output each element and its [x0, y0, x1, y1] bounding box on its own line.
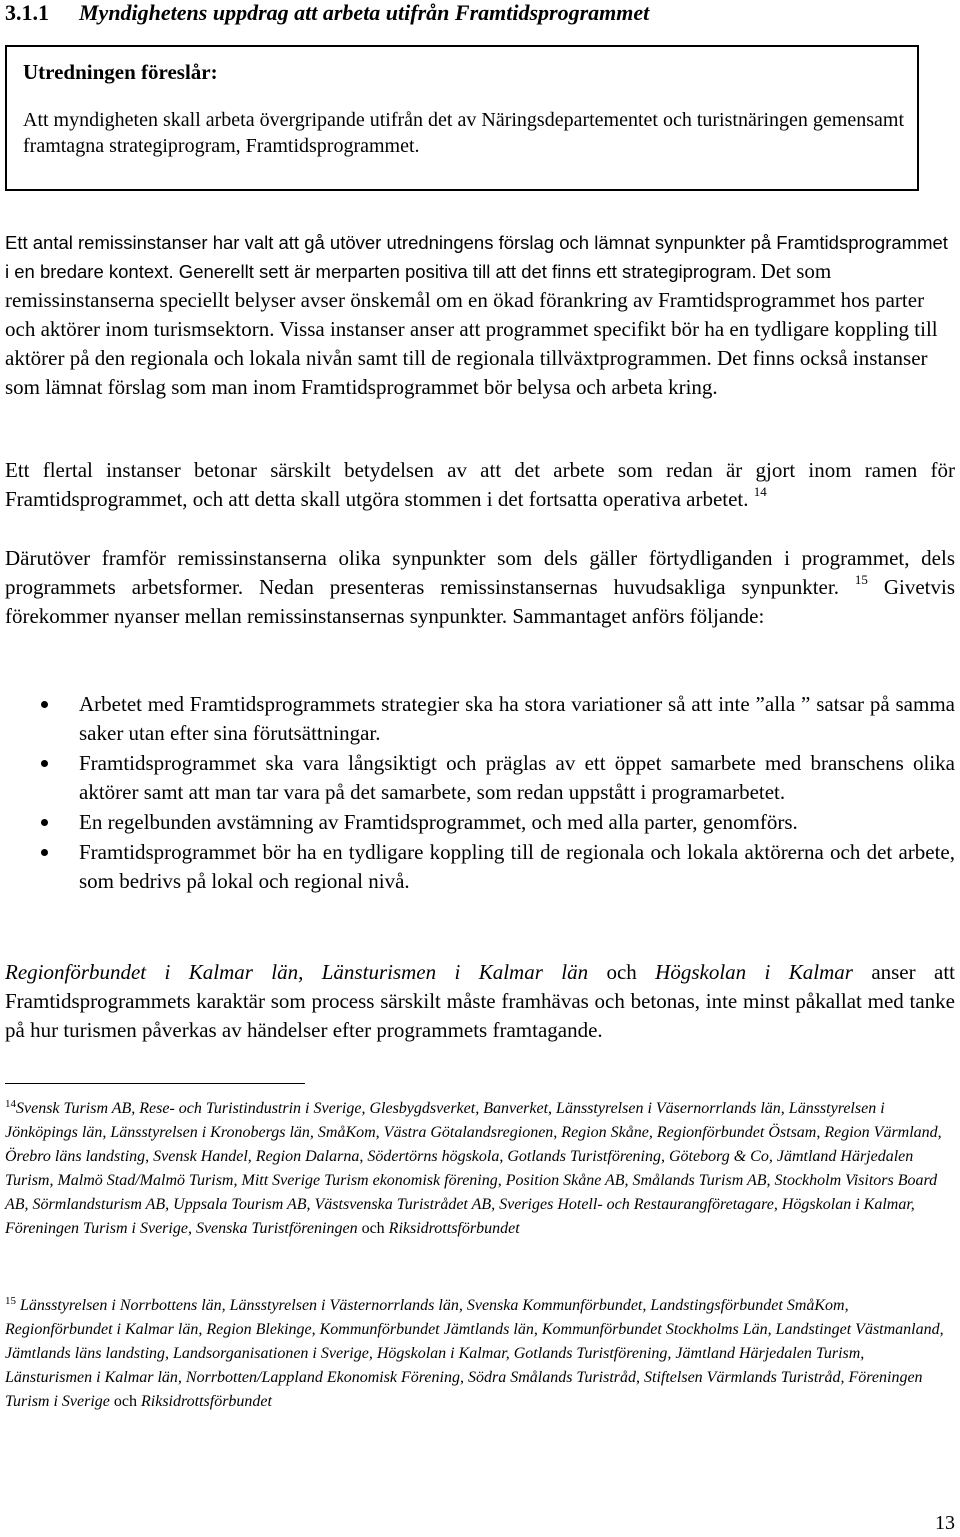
proposal-box: [5, 45, 919, 191]
footnote-separator: [5, 1083, 305, 1084]
paragraph-regionforbundet: Regionförbundet i Kalmar län, Länsturismen i Kalmar län och Högskolan i Kalmar anser att Framtidsprogrammets karaktär som process särskilt måste framhävas och betonas, inte minst påkallat med tanke på hur turismen påverkas av händelser efter programmets framtagande.: [5, 960, 955, 1042]
bullet-icon: [41, 819, 48, 826]
footnote-ref-14: 14: [753, 484, 767, 499]
section-heading: [5, 0, 955, 26]
bullet-icon: [41, 849, 48, 856]
paragraph-flertal: [5, 456, 955, 514]
proposal-title: Utredningen föreslår:: [23, 60, 218, 84]
list-item: Arbetet med Framtidsprogrammets strategier ska ha stora variationer så att inte ”alla ” satsar på samma saker utan efter sina förutsättningar.: [5, 690, 955, 748]
footnote-number: 14: [5, 1098, 16, 1110]
paragraph-text-b: Givetvis förekommer nyanser mellan remissinstansernas synpunkter. Sammantaget anförs följande:: [5, 575, 956, 628]
list-item: Framtidsprogrammet ska vara långsiktigt och präglas av ett öppet samarbete med branschens olika aktörer samt att man tar vara på det samarbete, som redan uppstått i programarbetet.: [5, 749, 955, 807]
proposal-text: Att myndigheten skall arbeta övergripande utifrån det av Näringsdepartementet och turistnäringen gemensamt framtagna strategiprogram, Framtidsprogrammet.: [23, 109, 905, 157]
section-number: 3.1.1: [5, 0, 49, 25]
section-title: Myndighetens uppdrag att arbeta utifrån Framtidsprogrammet: [79, 0, 650, 25]
bullet-icon: [41, 701, 48, 708]
list-item: En regelbunden avstämning av Framtidsprogrammet, och med alla parter, genomförs.: [5, 808, 955, 837]
footnote-number: 15: [5, 1295, 16, 1307]
footnote-14: $^{14}$Svensk Turism AB, Rese- och Turistindustrin i Sverige, Glesbygdsverket, Banverket, Länsstyrelsen i Väsernorrlands län, Länsstyrelsen i Jönköpings län, Länsstyrelsen i Kronobergs län, SmåKom, Västra Götalandsregionen, Region Skåne, Regionförbundet Östsam, Region Värmland, Örebro läns landsting, Svensk Handel, Region Dalarna, Södertörns högskola, Gotlands Turistförening, Göteborg & Co, Jämtland Härjedalen Turism, Malmö Stad/Malmö Turism, Mitt Sverige Turism ekonomisk förening, Position Skåne AB, Smålands Turism AB, Stockholm Visitors Board AB, Sörmlandsturism AB, Uppsala Tourism AB, Västsvenska Turistrådet AB, Sveriges Hotell- och Restaurangföretagare, Högskolan i Kalmar, Föreningen Turism i Sverige, Svenska Turistföreningen och Riksidrottsförbundet: [5, 1098, 942, 1237]
footnote-15: $^{15}$ Länsstyrelsen i Norrbottens län, Länsstyrelsen i Västernorrlands län, Svenska Kommunförbundet, Landstingsförbundet SmåKom, Regionförbundet i Kalmar län, Region Blekinge, Kommunförbundet Jämtlands län, Kommunförbundet Stockholms Län, Landstinget Västmanland, Jämtlands läns landsting, Landsorganisationen i Sverige, Högskolan i Kalmar, Gotlands Turistförening, Jämtland Härjedalen Turism, Länsturismen i Kalmar län, Norrbotten/Lappland Ekonomisk Förening, Södra Smålands Turistråd, Stiftelsen Värmlands Turistråd, Föreningen Turism i Sverige och Riksidrottsförbundet: [5, 1295, 944, 1410]
bullet-list: [5, 690, 955, 897]
paragraph-remissinstanser: [5, 228, 955, 402]
page-number: 13: [935, 1512, 955, 1534]
paragraph-darutover: [5, 544, 955, 631]
paragraph-serif-part: Det som remissinstanserna speciellt belyser avser önskemål om en ökad förankring av Framtidsprogrammet hos parter och aktörer inom turismsektorn. Vissa instanser anser att programmet specifikt bör ha en tydligare koppling till aktörer på den regionala och lokala nivån samt till de regionala tillväxtprogrammen. Det finns också instanser som lämnat förslag som man inom Framtidsprogrammet bör belysa och arbeta kring.: [5, 259, 938, 399]
bullet-icon: [41, 760, 48, 767]
paragraph-text-a: Därutöver framför remissinstanserna olika synpunkter som dels gäller förtydliganden i programmet, dels programmets arbetsformer. Nedan presenteras remissinstansernas huvudsakliga synpunkter.: [5, 546, 955, 599]
org-name-2: Högskolan i Kalmar: [655, 960, 853, 984]
footnote-ref-15: 15: [854, 572, 868, 587]
paragraph-sans-part: Ett antal remissinstanser har valt att gå utöver utredningens förslag och lämnat synpunkter på Framtidsprogrammet i en bredare kontext. Generellt sett är merparten positiva till att det finns ett strategiprogram.: [5, 232, 948, 282]
paragraph-text: Ett flertal instanser betonar särskilt betydelsen av att det arbete som redan är gjort inom ramen för Framtidsprogrammet, och att detta skall utgöra stommen i det fortsatta operativa arbetet.: [5, 458, 955, 511]
list-item: Framtidsprogrammet bör ha en tydligare koppling till de regionala och lokala aktörerna och det arbete, som bedrivs på lokal och regional nivå.: [5, 838, 955, 896]
org-name-1: Regionförbundet i Kalmar län, Länsturismen i Kalmar län: [5, 960, 589, 984]
